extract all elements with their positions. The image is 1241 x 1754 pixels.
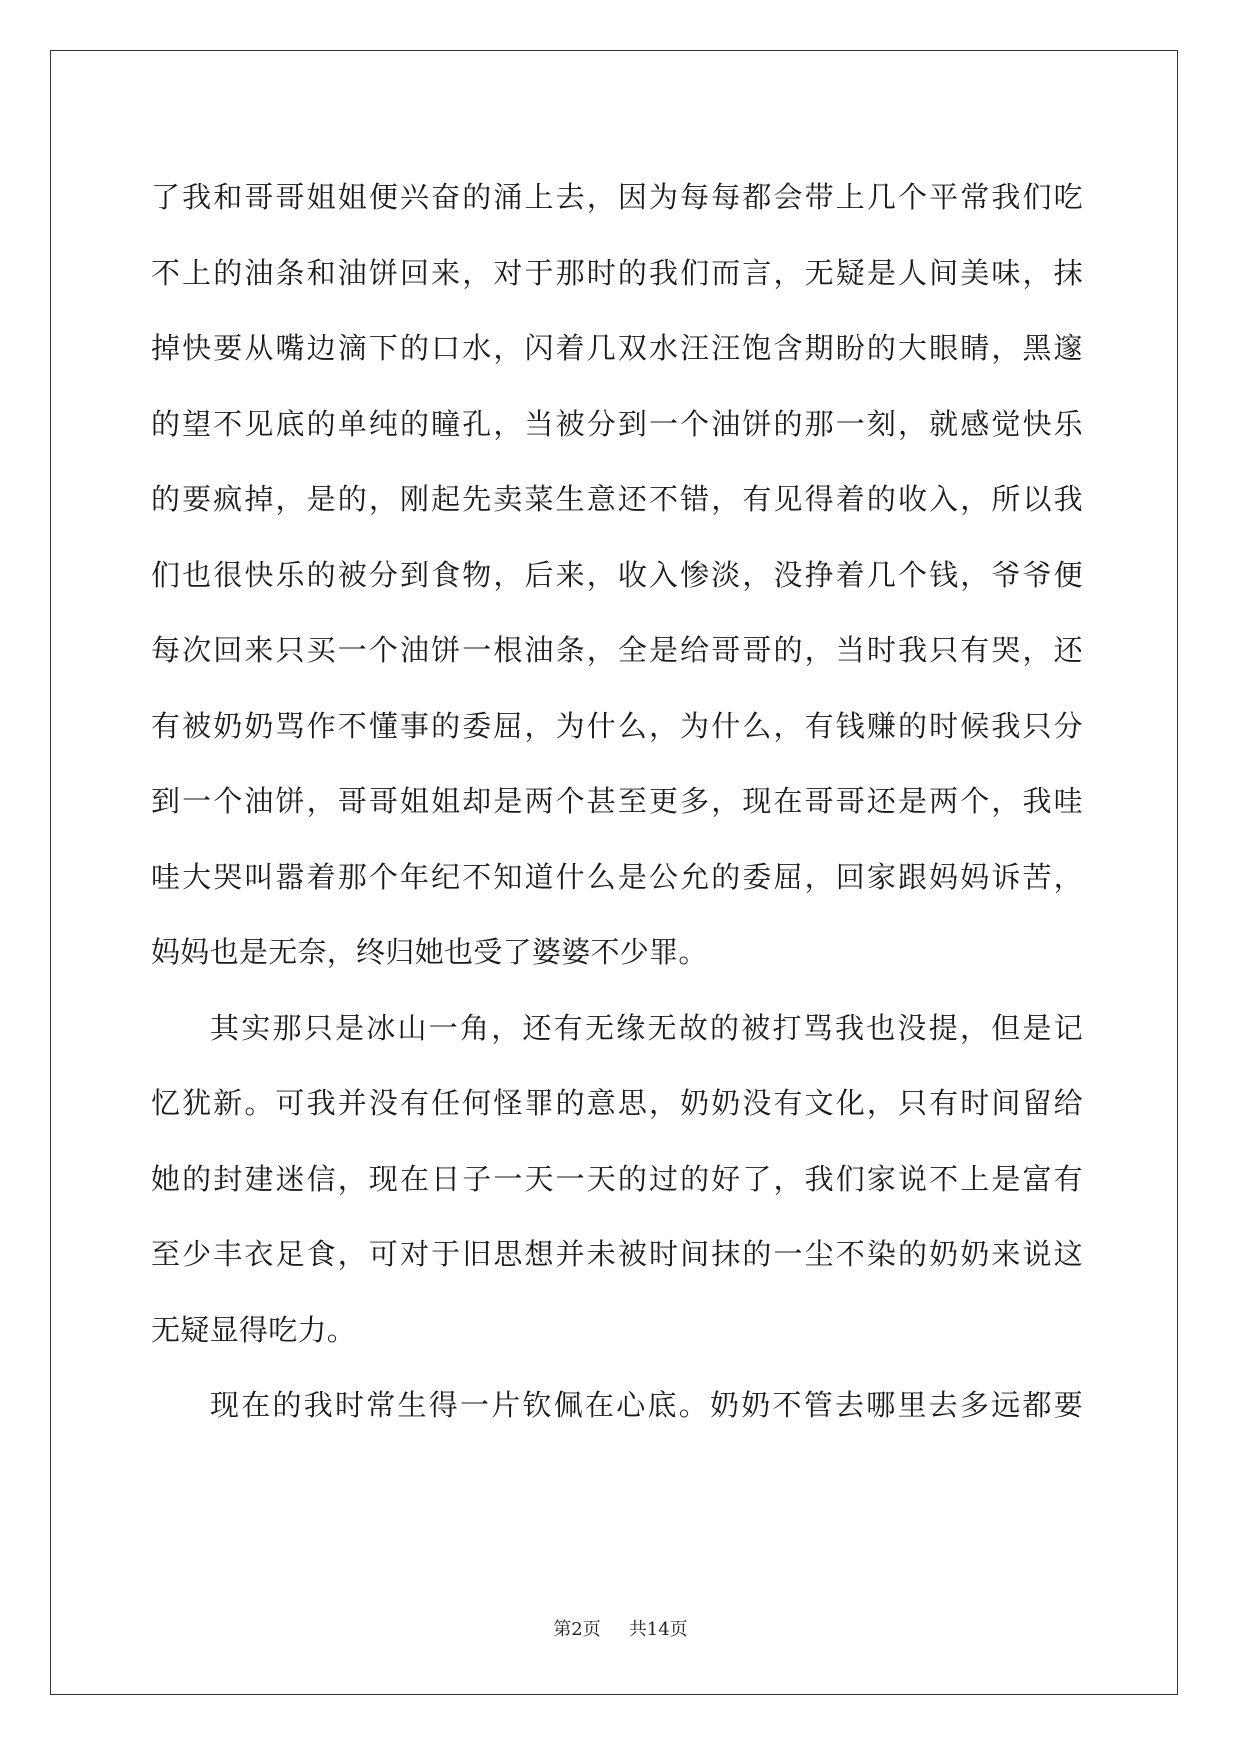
- paragraph: [151, 160, 1083, 991]
- document-body: [151, 160, 1083, 1444]
- text-line: 至少丰衣足食，可对于旧思想并未被时间抹的一尘不染的奶奶来说这: [151, 1237, 1083, 1271]
- text-line: 到一个油饼，哥哥姐姐却是两个甚至更多，现在哥哥还是两个，我哇: [151, 784, 1083, 818]
- text-line: 忆犹新。可我并没有任何怪罪的意思，奶奶没有文化，只有时间留给: [151, 1086, 1083, 1120]
- text-line: 其实那只是冰山一角，还有无缘无故的被打骂我也没提，但是记: [210, 1010, 1083, 1045]
- text-line: 掉快要从嘴边滴下的口水，闪着几双水汪汪饱含期盼的大眼睛，黑邃: [151, 331, 1083, 365]
- paragraph: [151, 1368, 1083, 1444]
- text-line: 的望不见底的单纯的瞳孔，当被分到一个油饼的那一刻，就感觉快乐: [151, 406, 1083, 441]
- text-line: 不上的油条和油饼回来，对于那时的我们而言，无疑是人间美味，抹: [151, 255, 1083, 290]
- text-line: 们也很快乐的被分到食物，后来，收入惨淡，没挣着几个钱，爷爷便: [151, 557, 1083, 592]
- text-line: 现在的我时常生得一片钦佩在心底。奶奶不管去哪里去多远都要: [210, 1388, 1083, 1422]
- text-line: 妈妈也是无奈，终归她也受了婆婆不少罪。: [151, 935, 708, 969]
- text-line: 无疑显得吃力。: [151, 1312, 357, 1347]
- text-line: 的要疯掉，是的，刚起先卖菜生意还不错，有见得着的收入，所以我: [151, 482, 1083, 516]
- page-total: 共14页: [628, 1619, 688, 1640]
- text-line: 每次回来只买一个油饼一根油条，全是给哥哥的，当时我只有哭，还: [151, 633, 1083, 667]
- text-line: 她的封建迷信，现在日子一天一天的过的好了，我们家说不上是富有: [151, 1161, 1083, 1196]
- page-number: 第2页: [553, 1619, 601, 1640]
- text-line: 哇大哭叫嚣着那个年纪不知道什么是公允的委屈，回家跟妈妈诉苦，: [151, 859, 1083, 894]
- page-footer: [0, 1615, 1241, 1641]
- paragraph: [151, 991, 1083, 1369]
- text-line: 了我和哥哥姐姐便兴奋的涌上去，因为每每都会带上几个平常我们吃: [151, 180, 1083, 214]
- text-line: 有被奶奶骂作不懂事的委屈，为什么，为什么，有钱赚的时候我只分: [151, 708, 1083, 743]
